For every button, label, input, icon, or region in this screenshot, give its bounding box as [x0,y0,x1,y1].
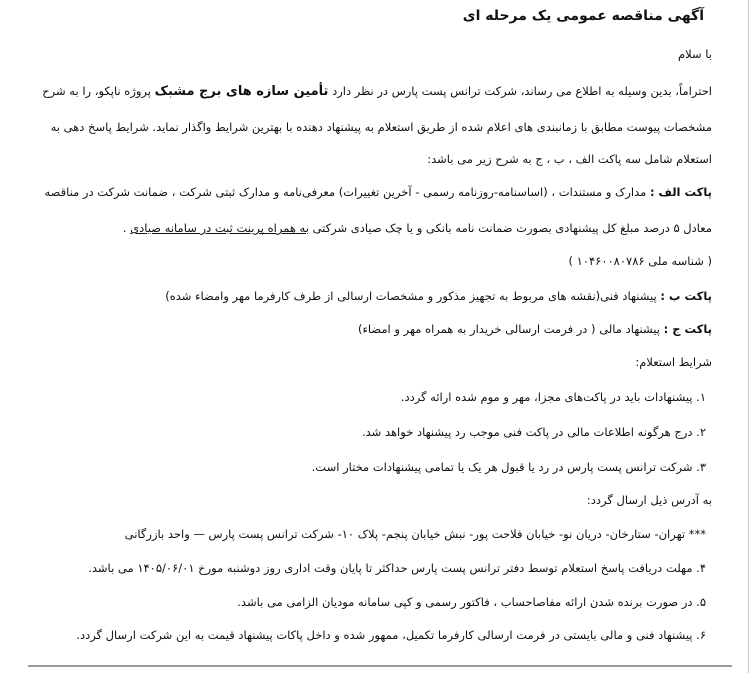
intro-text-start: احتراماً، بدین وسیله به اطلاع می رساند، شرکت ترانس پست پارس در نظر دارد [328,84,712,98]
intro-line-3: استعلام شامل سه پاکت الف ، ب ، ج به شرح زیر می باشد: [427,152,712,166]
condition-item-4: ۴. مهلت دریافت پاسخ استعلام توسط دفتر ترانس پست پارس حداکثر تا پایان وقت اداری روز دوشنبه مورخ ۱۴۰۵/۰۶/۰۱ می باشد. [88,561,706,575]
intro-bold-subject: تأمین سازه های برج مشبک [154,84,329,99]
condition-item-5: ۵. در صورت برنده شدن ارائه مفاصاحساب ، فاکتور رسمی و کپی سامانه مودیان الزامی می باشد. [237,595,706,609]
address-heading: به آدرس ذیل ارسال گردد: [586,493,712,507]
packet-c-line [358,321,712,337]
greeting: با سلام [678,47,712,61]
intro-line-1 [42,83,712,100]
notice-title: آگهی مناقصه عمومی یک مرحله ای [462,8,704,24]
packet-a-underlined-note: به همراه پرینت ثبت در سامانه صیادی [130,221,309,235]
bottom-divider [28,665,732,667]
intro-text-end: پروژه ناپکو، را به شرح [42,84,155,98]
page-edge-divider [748,0,749,673]
condition-item-6: ۶. پیشنهاد فنی و مالی بایستی در فرمت ارسالی کارفرما تکمیل، ممهور شده و داخل پاکات پیشنهاد قیمت به این شرکت ارسال گردد. [76,628,706,642]
packet-c-label: پاکت ج : [663,322,712,336]
packet-b-line [165,288,712,304]
packet-a-line-end: . [122,221,131,235]
packet-a-line-1 [45,184,713,200]
packet-a-label: پاکت الف : [649,185,712,199]
condition-item-1: ۱. پیشنهادات باید در پاکت‌های مجزا، مهر و موم شده ارائه گردد. [400,390,706,404]
condition-item-3: ۳. شرکت ترانس پست پارس در رد یا قبول هر یک یا تمامی پیشنهادات مختار است. [311,460,706,474]
packet-c-text: پیشنهاد مالی ( در فرمت ارسالی خریدار به همراه مهر و امضاء) [358,322,664,336]
packet-a-guarantee-text: معادل ۵ درصد مبلغ کل پیشنهادی بصورت ضمانت نامه بانکی و یا چک صیادی شرکتی [308,221,712,235]
packet-b-text: پیشنهاد فنی(نقشه های مربوط به تجهیز مذکور و مشخصات ارسالی از طرف کارفرما مهر وامضاء شده) [165,289,661,303]
intro-line-2: مشخصات پیوست مطابق با زمانبندی های اعلام شده از طریق استعلام به پیشنهاد دهنده با بهترین شرایط واگذار نماید. شرایط پاسخ دهی به [50,120,712,134]
packet-a-line-2 [123,220,712,236]
address-line: *** تهران- ستارخان- دریان نو- خیابان فلاحت پور- نبش خیابان پنجم- پلاک ۱۰- شرکت ترانس پست پارس — واحد بازرگانی [124,527,706,541]
condition-item-2: ۲. درج هرگونه اطلاعات مالی در پاکت فنی موجب رد پیشنهاد خواهد شد. [361,425,706,439]
packet-b-label: پاکت ب : [660,289,712,303]
national-id: ( شناسه ملی ۱۰۴۶۰۰۸۰۷۸۶ ) [568,254,712,268]
packet-a-text: مدارک و مستندات ، (اساسنامه-روزنامه رسمی - آخرین تغییرات) معرفی‌نامه و مدارک ثبتی شرکت ، ضمانت شرکت در مناقصه [44,185,650,199]
conditions-heading: شرایط استعلام: [635,355,712,369]
